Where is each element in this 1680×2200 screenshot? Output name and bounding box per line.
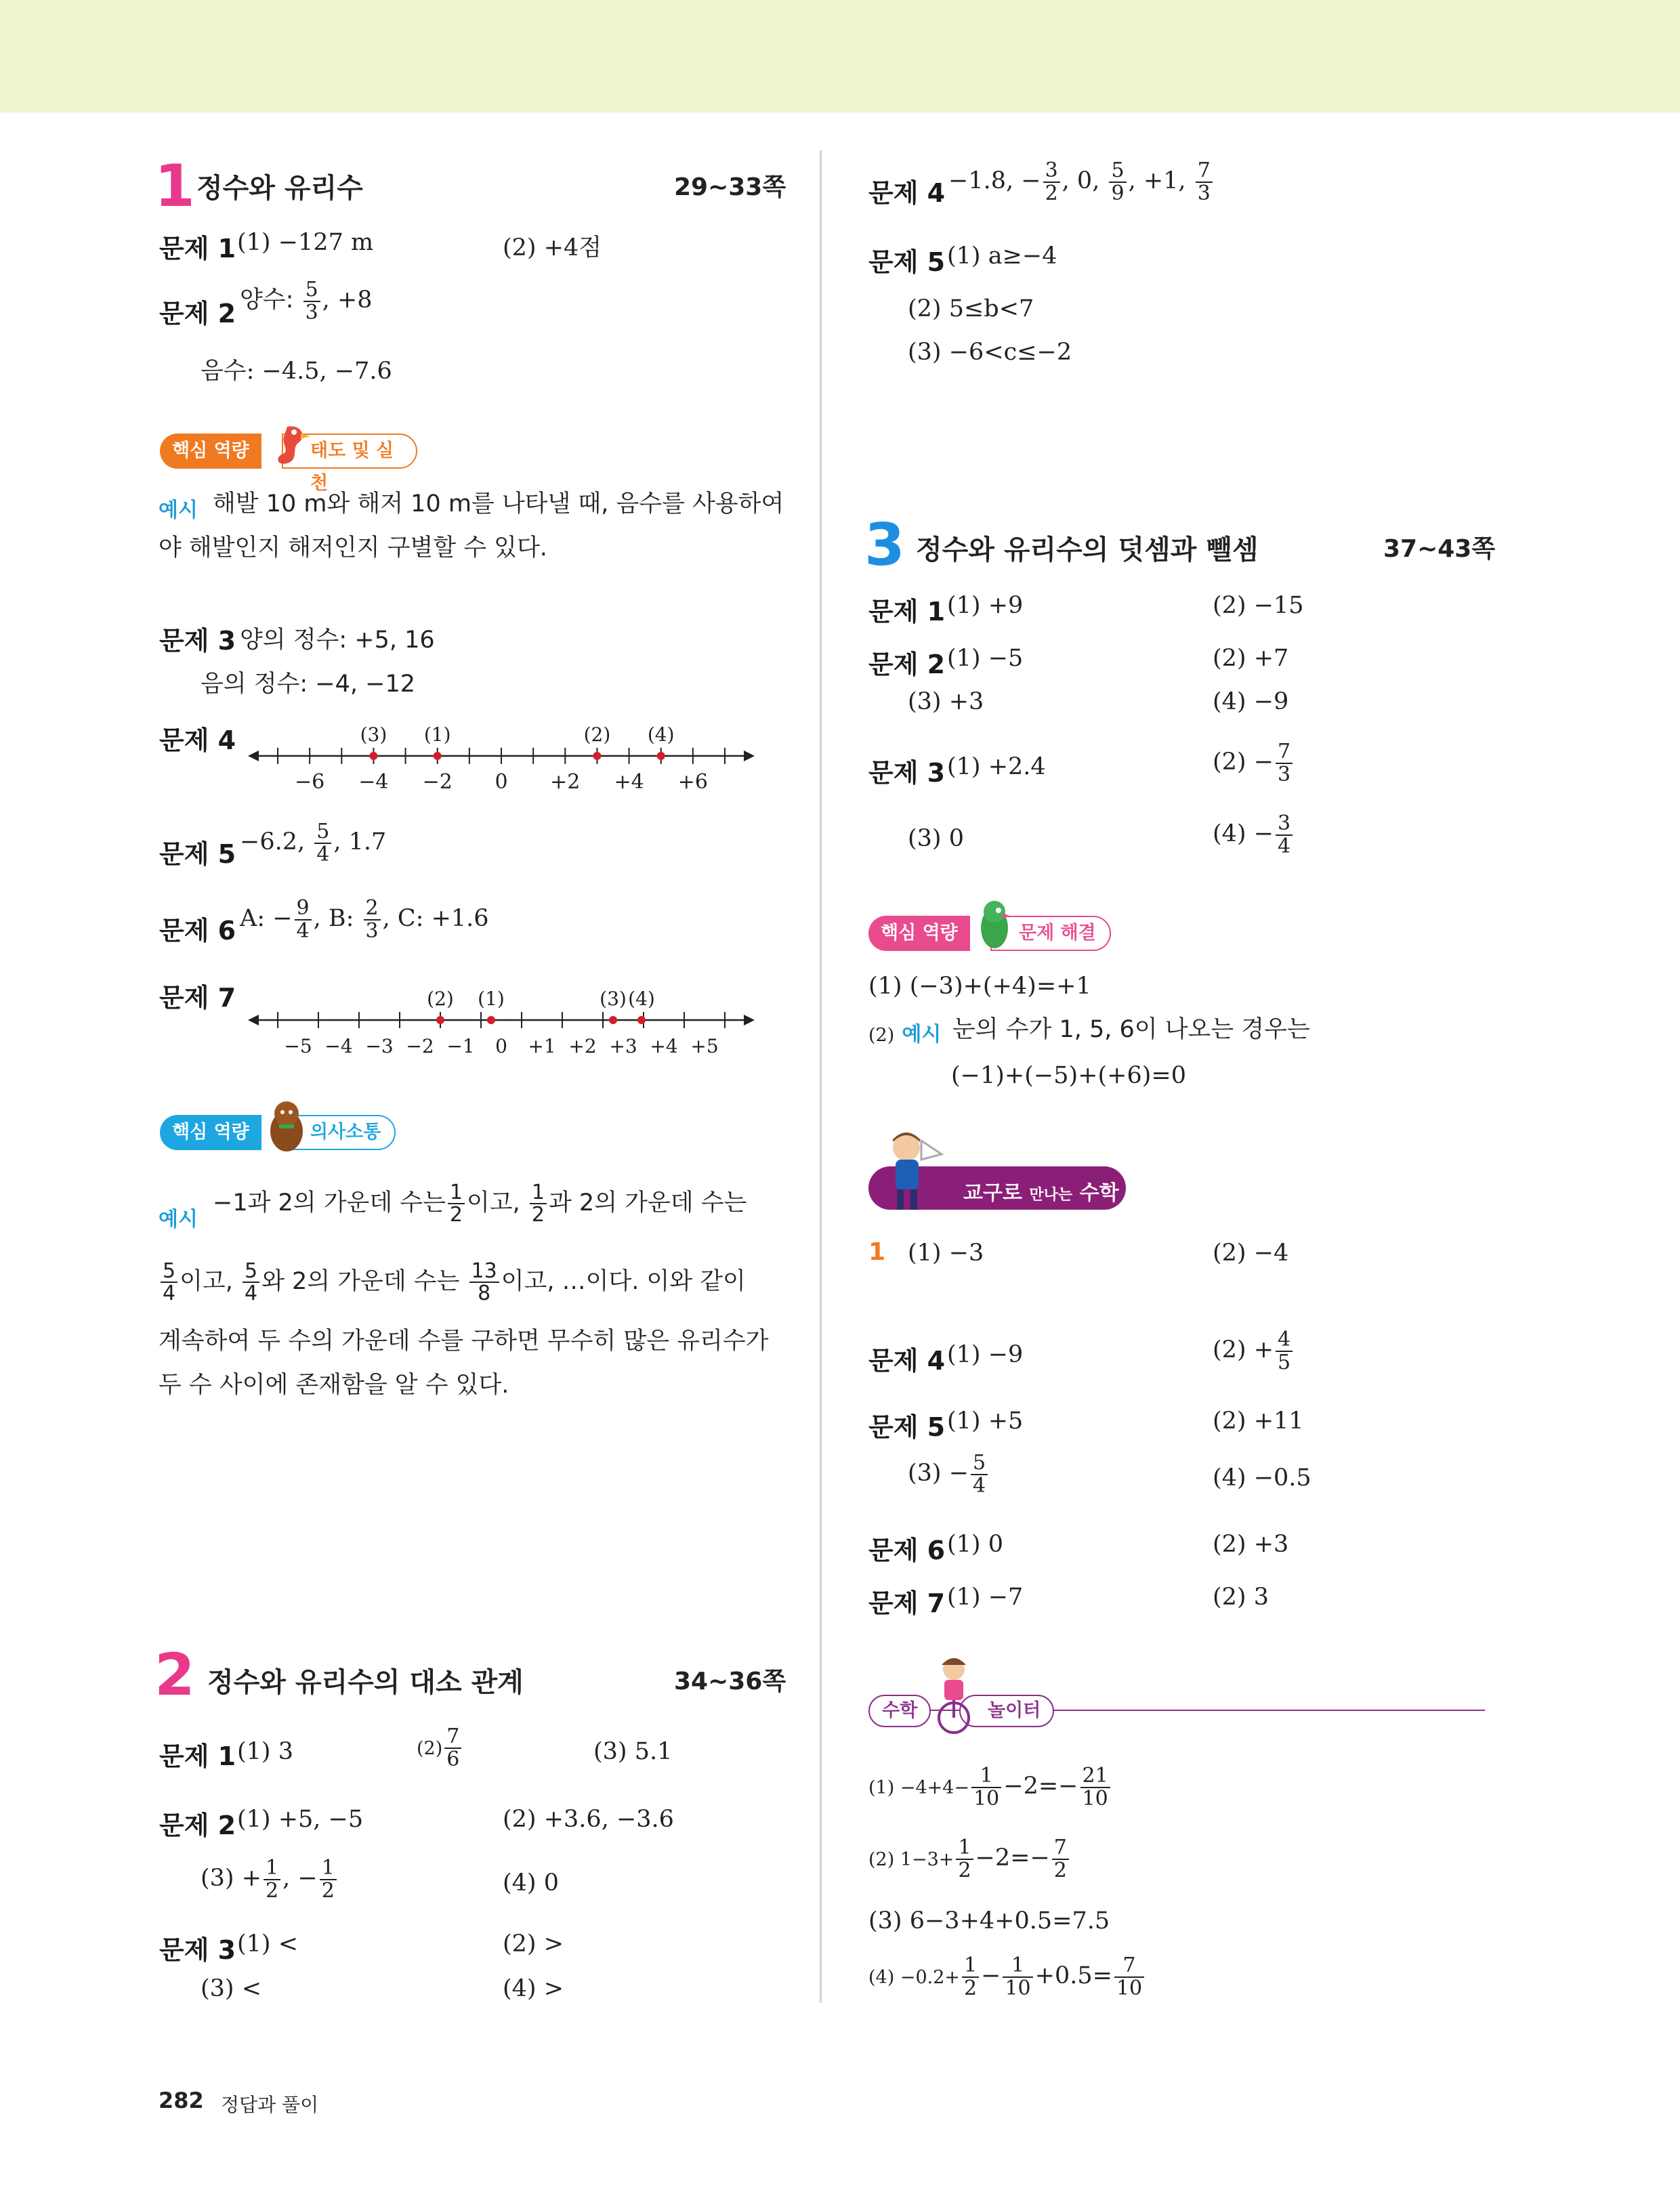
answer: (1) 3 [237, 1738, 293, 1765]
tick-label: 0 [495, 770, 508, 794]
point-mark [369, 752, 377, 760]
answer: 음의 정수: −4, −12 [201, 671, 415, 698]
answer: (2) 1−3+ $\frac{1}{2}$ −2=− $\frac{7}{2}$ [868, 1837, 1071, 1881]
example-text: 계속하여 두 수의 가운데 수를 구하면 무수히 많은 유리수가 [159, 1328, 769, 1355]
section-pages: 34~36쪽 [674, 1668, 786, 1695]
axis-arrow-left [248, 750, 259, 761]
section-title: 정수와 유리수의 덧셈과 뺄셈 [916, 534, 1259, 566]
tick-label: +1 [528, 1035, 556, 1057]
parrot-mascot-icon [967, 897, 1022, 954]
answer: (2) +11 [1213, 1408, 1304, 1435]
core-competency-badge [160, 1115, 404, 1150]
point-label: (1) [478, 988, 505, 1010]
axis-arrow-right [744, 1015, 755, 1025]
answer: (1) −4+4− $\frac{1}{10}$ −2=− $\frac{21}{10}$ [868, 1765, 1112, 1809]
answer: (1) a≥−4 [947, 242, 1057, 270]
number-line-2 [237, 982, 765, 1063]
badge-left: 핵심 역량 [160, 1115, 261, 1150]
answer: (2) 5≤b<7 [908, 295, 1034, 322]
answer: (3) −6<c≤−2 [908, 339, 1072, 366]
badge-right: 문제 해결 [990, 916, 1111, 951]
tick-label: −2 [422, 770, 453, 794]
core-competency-badge [160, 433, 417, 494]
example-tag: 예시 [159, 499, 198, 522]
dog-mascot-icon [261, 1097, 312, 1154]
badge-right: 의사소통 [282, 1115, 396, 1150]
point-mark [609, 1016, 617, 1024]
answer: 양의 정수: +5, 16 [240, 627, 435, 654]
problem-label: 문제 1 [159, 1741, 236, 1771]
answer: (2) $\frac{7}{6}$ [417, 1726, 463, 1770]
tick-label: −3 [365, 1035, 394, 1057]
tool-math-banner [868, 1127, 1126, 1215]
answer: (1) −5 [947, 645, 1024, 672]
answer: −6.2, $\frac{5}{4}$ , 1.7 [240, 820, 387, 866]
number-line-1 [237, 718, 765, 799]
answer: (3) +3 [908, 688, 984, 715]
answer: (1) (−3)+(+4)=+1 [868, 973, 1091, 1000]
badge-left: 핵심 역량 [868, 916, 970, 951]
tick-label: +4 [650, 1035, 678, 1057]
answer: (2) +3.6, −3.6 [503, 1806, 674, 1833]
point-label: (3) [600, 988, 627, 1010]
tick-label: −2 [406, 1035, 434, 1057]
tick-label: +3 [609, 1035, 637, 1057]
point-label: (4) [628, 988, 655, 1010]
answer: (1) +5 [947, 1408, 1024, 1435]
problem-label: 문제 7 [159, 983, 236, 1013]
point-label: (2) [427, 988, 454, 1010]
point-mark [593, 752, 601, 760]
column-divider [820, 150, 822, 2003]
tick-label: +6 [677, 770, 708, 794]
axis-arrow-right [744, 750, 755, 761]
banner-title: 교구로 만나는 수학 [963, 1181, 1119, 1205]
answer: (4) −0.5 [1213, 1464, 1311, 1492]
problem-label: 문제 4 [868, 178, 946, 208]
point-mark [434, 752, 442, 760]
example-text: 야 해발인지 해저인지 구별할 수 있다. [159, 534, 547, 562]
point-mark [637, 1016, 646, 1024]
problem-label: 문제 7 [868, 1588, 946, 1618]
answer: 양수: $\frac{5}{3}$ , +8 [240, 278, 373, 324]
problem-label: 문제 5 [868, 1412, 946, 1442]
example-text: 두 수 사이에 존재함을 알 수 있다. [159, 1372, 509, 1399]
answer: (1) 0 [947, 1531, 1003, 1558]
answer: (1) +5, −5 [237, 1806, 364, 1833]
example-tag: 예시 [159, 1208, 198, 1231]
point-mark [487, 1016, 495, 1024]
answer: (3) 6−3+4+0.5=7.5 [868, 1907, 1110, 1934]
answer: (3) 5.1 [593, 1738, 673, 1765]
point-label: (4) [647, 723, 675, 746]
answer-text: 눈의 수가 1, 5, 6이 나오는 경우는 [952, 1016, 1310, 1043]
answer: (2) 3 [1213, 1584, 1269, 1611]
answer: (1) +2.4 [947, 753, 1046, 780]
badge-right: 놀이터 [959, 1695, 1054, 1727]
answer: (4) −0.2+ $\frac{1}{2}$ − $\frac{1}{10}$ +0.5= $\frac{7}{10}$ [868, 1955, 1146, 1999]
answer: (2) −4 [1213, 1240, 1289, 1267]
problem-label: 문제 3 [159, 1935, 236, 1965]
point-mark [657, 752, 665, 760]
point-mark [436, 1016, 444, 1024]
answer: (2) +7 [1213, 645, 1289, 672]
tick-label: +5 [690, 1035, 719, 1057]
answer: (4) 0 [503, 1869, 559, 1897]
tick-label: +4 [614, 770, 644, 794]
answer: (2) +4점 [503, 234, 602, 261]
problem-label: 문제 4 [159, 725, 236, 755]
answer: (3) − $\frac{5}{4}$ [908, 1452, 990, 1496]
tick-label: −6 [295, 770, 325, 794]
example-text: −1과 2의 가운데 수는 $\frac{1}{2}$ 이고, $\frac{1}{2}$ 과 2의 가운데 수는 [213, 1180, 747, 1227]
tick-label: −4 [324, 1035, 353, 1057]
answer: A: − $\frac{9}{4}$ , B: $\frac{2}{3}$ , C: +1.6 [240, 896, 489, 943]
answer: (4) −9 [1213, 688, 1289, 715]
answer: (3) < [201, 1975, 262, 2002]
answer: (1) +9 [947, 592, 1024, 619]
answer: (3) + $\frac{1}{2}$ , − $\frac{1}{2}$ [201, 1857, 339, 1901]
example-text: $\frac{5}{4}$ 이고, $\frac{5}{4}$ 와 2의 가운데 수는 $\frac{13}{8}$ 이고, …이다. 이와 같이 [159, 1260, 746, 1305]
problem-label: 문제 2 [159, 299, 236, 329]
point-label: (1) [423, 723, 451, 746]
bird-mascot-icon [260, 419, 314, 473]
point-label: (3) [360, 723, 387, 746]
answer: (1) −7 [947, 1584, 1024, 1611]
answer: (2) > [503, 1930, 564, 1958]
answer: (4) > [503, 1975, 564, 2002]
answer: (2) +3 [1213, 1531, 1289, 1558]
answer: (2) − $\frac{7}{3}$ [1213, 741, 1295, 785]
problem-label: 문제 2 [159, 1811, 236, 1840]
problem-label: 문제 5 [159, 839, 236, 869]
answer: (2) + $\frac{4}{5}$ [1213, 1329, 1295, 1373]
answer: (2) 예시 [868, 1023, 942, 1046]
answer: (4) − $\frac{3}{4}$ [1213, 813, 1295, 857]
tick-label: −4 [358, 770, 389, 794]
section-pages: 29~33쪽 [674, 173, 786, 201]
problem-label: 문제 6 [159, 916, 236, 946]
section-number: 1 [154, 152, 195, 220]
problem-label: 문제 4 [868, 1346, 946, 1376]
point-label: (2) [583, 723, 611, 746]
section-number: 2 [154, 1641, 195, 1709]
answer: 음수: −4.5, −7.6 [201, 358, 392, 385]
tick-label: 0 [495, 1035, 507, 1057]
axis-arrow-left [248, 1015, 259, 1025]
unicycle-girl-icon [925, 1654, 986, 1735]
answer: (1) −3 [908, 1240, 984, 1267]
problem-label: 문제 2 [868, 650, 946, 679]
badge-left: 수학 [868, 1695, 931, 1727]
answer: (3) 0 [908, 825, 964, 852]
answer: −1.8, − $\frac{3}{2}$ , 0, $\frac{5}{9}$ , +1, $\frac{7}{3}$ [948, 160, 1215, 204]
answer: (2) −15 [1213, 592, 1304, 619]
tick-label: +2 [550, 770, 581, 794]
problem-label: 문제 1 [159, 234, 236, 263]
tick-label: +2 [568, 1035, 597, 1057]
section-pages: 37~43쪽 [1383, 535, 1496, 563]
core-competency-badge [868, 916, 1112, 951]
section-title: 정수와 유리수의 대소 관계 [207, 1667, 524, 1698]
item-number: 1 [868, 1238, 886, 1266]
top-band [0, 0, 1680, 112]
badge-left: 핵심 역량 [160, 433, 261, 469]
math-playground-badge [868, 1657, 1485, 1738]
section-title: 정수와 유리수 [196, 173, 363, 204]
problem-label: 문제 3 [868, 758, 946, 788]
problem-label: 문제 3 [159, 626, 236, 656]
footer-title: 정답과 풀이 [221, 2094, 319, 2116]
page-number: 282 [159, 2088, 204, 2113]
problem-label: 문제 6 [868, 1536, 946, 1565]
answer: (−1)+(−5)+(+6)=0 [951, 1062, 1186, 1089]
answer: (1) < [237, 1930, 299, 1958]
character-icon [871, 1127, 946, 1215]
answer: (1) −127 m [237, 229, 374, 256]
example-text: 해발 10 m와 해저 10 m를 나타낼 때, 음수를 사용하여 [213, 490, 784, 517]
badge-right: 태도 및 실천 [282, 433, 417, 469]
tick-label: −1 [446, 1035, 475, 1057]
section-number: 3 [864, 511, 905, 579]
problem-label: 문제 1 [868, 597, 946, 627]
problem-label: 문제 5 [868, 247, 946, 277]
tick-label: −5 [284, 1035, 312, 1057]
answer: (1) −9 [947, 1341, 1024, 1368]
